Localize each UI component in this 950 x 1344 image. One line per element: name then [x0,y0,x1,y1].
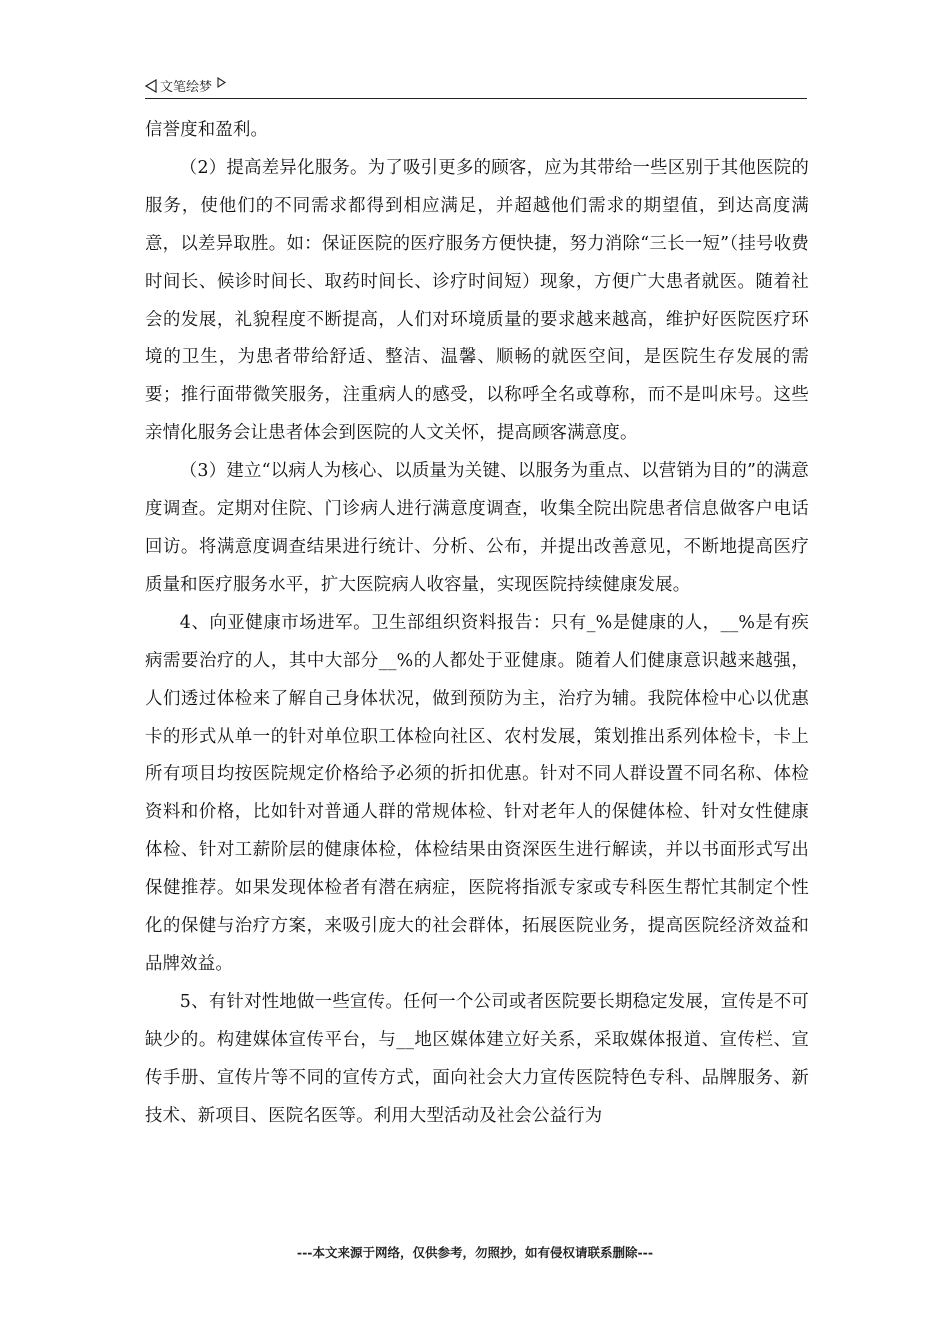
triangle-right-icon [217,77,226,88]
triangle-left-icon [145,79,157,93]
page-header [145,74,807,99]
footer-notice: ---本文来源于网络，仅供参考，勿照抄，如有侵权请联系删除--- [296,1245,654,1260]
paragraph-continuation: 信誉度和盈利。 [145,120,269,140]
document-body [145,112,809,1135]
header-title: 文笔绘梦 [160,80,213,95]
paragraph-differentiated-service: （2）提高差异化服务。为了吸引更多的顾客，应为其带给一些区别于其他医院的服务，使他们的不同需求都得到相应满足，并超越他们需求的期望值，到达高度满意，以差异取胜。如：保证医院的医疗服务方便快捷，努力消除“三长一短”（挂号收费时间长、候诊时间长、取药时间长、诊疗时间短）现象，方便广大患者就医。随着社会的发展，礼貌程度不断提高，人们对环境质量的要求越来越高，维护好医院医疗环境的卫生，为患者带给舒适、整洁、温馨、顺畅的就医空间，是医院生存发展的需要；推行面带微笑服务，注重病人的感受，以称呼全名或尊称，而不是叫床号。这些亲情化服务会让患者体会到医院的人文关怀，提高顾客满意度。 [145,157,809,444]
paragraph-subhealth-market: 4、向亚健康市场进军。卫生部组织资料报告：只有_%是健康的人，__%是有疾病需要治疗的人，其中大部分__%的人都处于亚健康。随着人们健康意识越来越强，人们透过体检来了解自己身体状况，做到预防为主，治疗为辅。我院体检中心以优惠卡的形式从单一的针对单位职工体检向社区、农村发展，策划推出系列体检卡，卡上所有项目均按医院规定价格给予必须的折扣优惠。针对不同人群设置不同名称、体检资料和价格，比如针对普通人群的常规体检、针对老年人的保健体检、针对女性健康体检、针对工薪阶层的健康体检，体检结果由资深医生进行解读，并以书面形式写出保健推荐。如果发现体检者有潜在病症，医院将指派专家或专科医生帮忙其制定个性化的保健与治疗方案，来吸引庞大的社会群体，拓展医院业务，提高医院经济效益和品牌效益。 [145,612,809,974]
header-brand [145,76,226,95]
paragraph-satisfaction-survey: （3）建立“以病人为核心、以质量为关键、以服务为重点、以营销为目的”的满意度调查。定期对住院、门诊病人进行满意度调查，收集全院出院患者信息做客户电话回访。将满意度调查结果进行统计、分析、公布，并提出改善意见，不断地提高医疗质量和医疗服务水平，扩大医院病人收容量，实现医院持续健康发展。 [145,461,809,595]
paragraph-targeted-publicity: 5、有针对性地做一些宣传。任何一个公司或者医院要长期稳定发展，宣传是不可缺少的。构建媒体宣传平台，与__地区媒体建立好关系，采取媒体报道、宣传栏、宣传手册、宣传片等不同的宣传方式，面向社会大力宣传医院特色专科、品牌服务、新技术、新项目、医院名医等。利用大型活动及社会公益行为 [145,991,809,1126]
